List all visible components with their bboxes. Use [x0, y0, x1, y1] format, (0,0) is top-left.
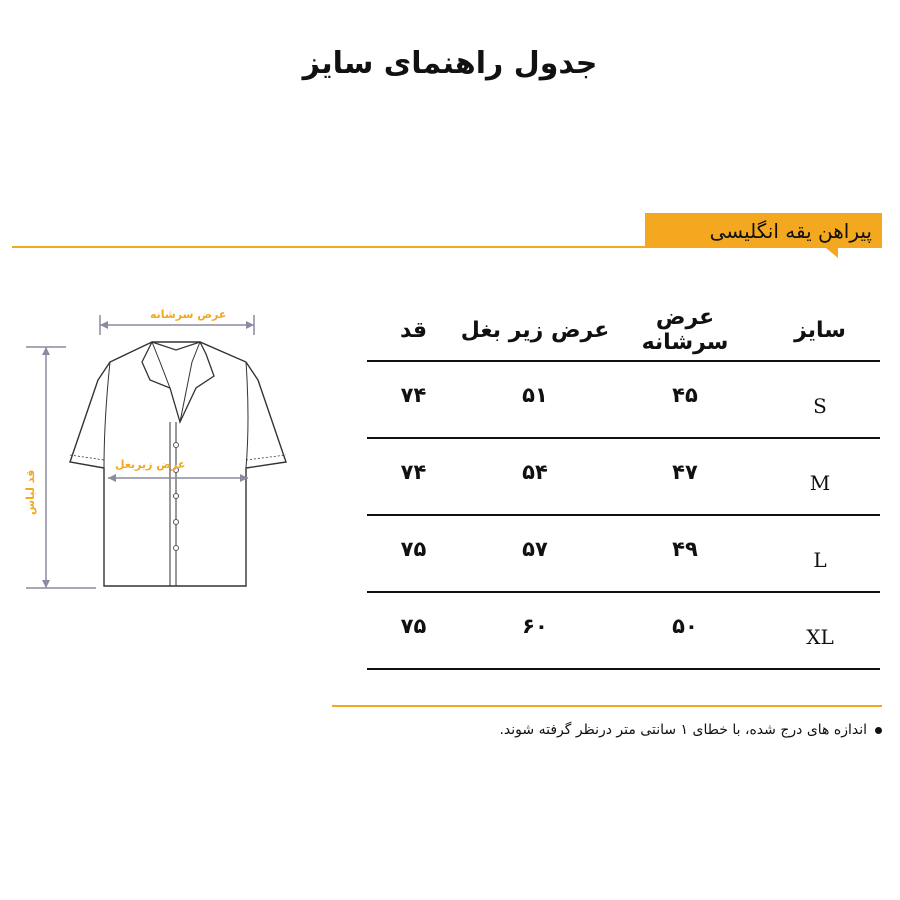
header-size: سایز	[760, 300, 880, 361]
section-tab	[645, 213, 882, 248]
bullet-icon	[875, 727, 882, 734]
note-divider	[332, 705, 882, 707]
cell-size: L	[760, 515, 880, 592]
chest-width-label: عرض زیربغل	[115, 458, 186, 471]
cell-shoulder: ۴۹	[610, 515, 760, 592]
length-label: قد لباس	[24, 469, 37, 515]
table-row	[367, 515, 880, 592]
cell-chest: ۶۰	[460, 592, 610, 669]
section-tab-pointer	[826, 248, 838, 258]
cell-shoulder: ۵۰	[610, 592, 760, 669]
cell-chest: ۵۷	[460, 515, 610, 592]
shoulder-width-label: عرض سرشانه	[150, 308, 227, 321]
cell-chest: ۵۴	[460, 438, 610, 515]
cell-size: S	[760, 361, 880, 438]
header-length: قد	[367, 300, 460, 361]
section-label: پیراهن یقه انگلیسی	[709, 218, 872, 243]
page-title: جدول راهنمای سایز	[302, 46, 598, 81]
table-header-row	[367, 300, 880, 361]
cell-chest: ۵۱	[460, 361, 610, 438]
cell-size: M	[760, 438, 880, 515]
cell-length: ۷۵	[367, 515, 460, 592]
shirt-diagram	[0, 290, 330, 610]
note-text: اندازه های درج شده، با خطای ۱ سانتی متر درنظر گرفته شوند.	[499, 722, 867, 738]
cell-length: ۷۵	[367, 592, 460, 669]
table-row	[367, 438, 880, 515]
shirt-illustration	[0, 290, 330, 610]
measurement-note	[499, 722, 882, 738]
table-row	[367, 361, 880, 438]
cell-size: XL	[760, 592, 880, 669]
cell-length: ۷۴	[367, 438, 460, 515]
size-table	[367, 300, 880, 670]
cell-shoulder: ۴۵	[610, 361, 760, 438]
header-shoulder: عرض سرشانه	[610, 300, 760, 361]
header-chest: عرض زیر بغل	[460, 300, 610, 361]
cell-length: ۷۴	[367, 361, 460, 438]
cell-shoulder: ۴۷	[610, 438, 760, 515]
table-row	[367, 592, 880, 669]
